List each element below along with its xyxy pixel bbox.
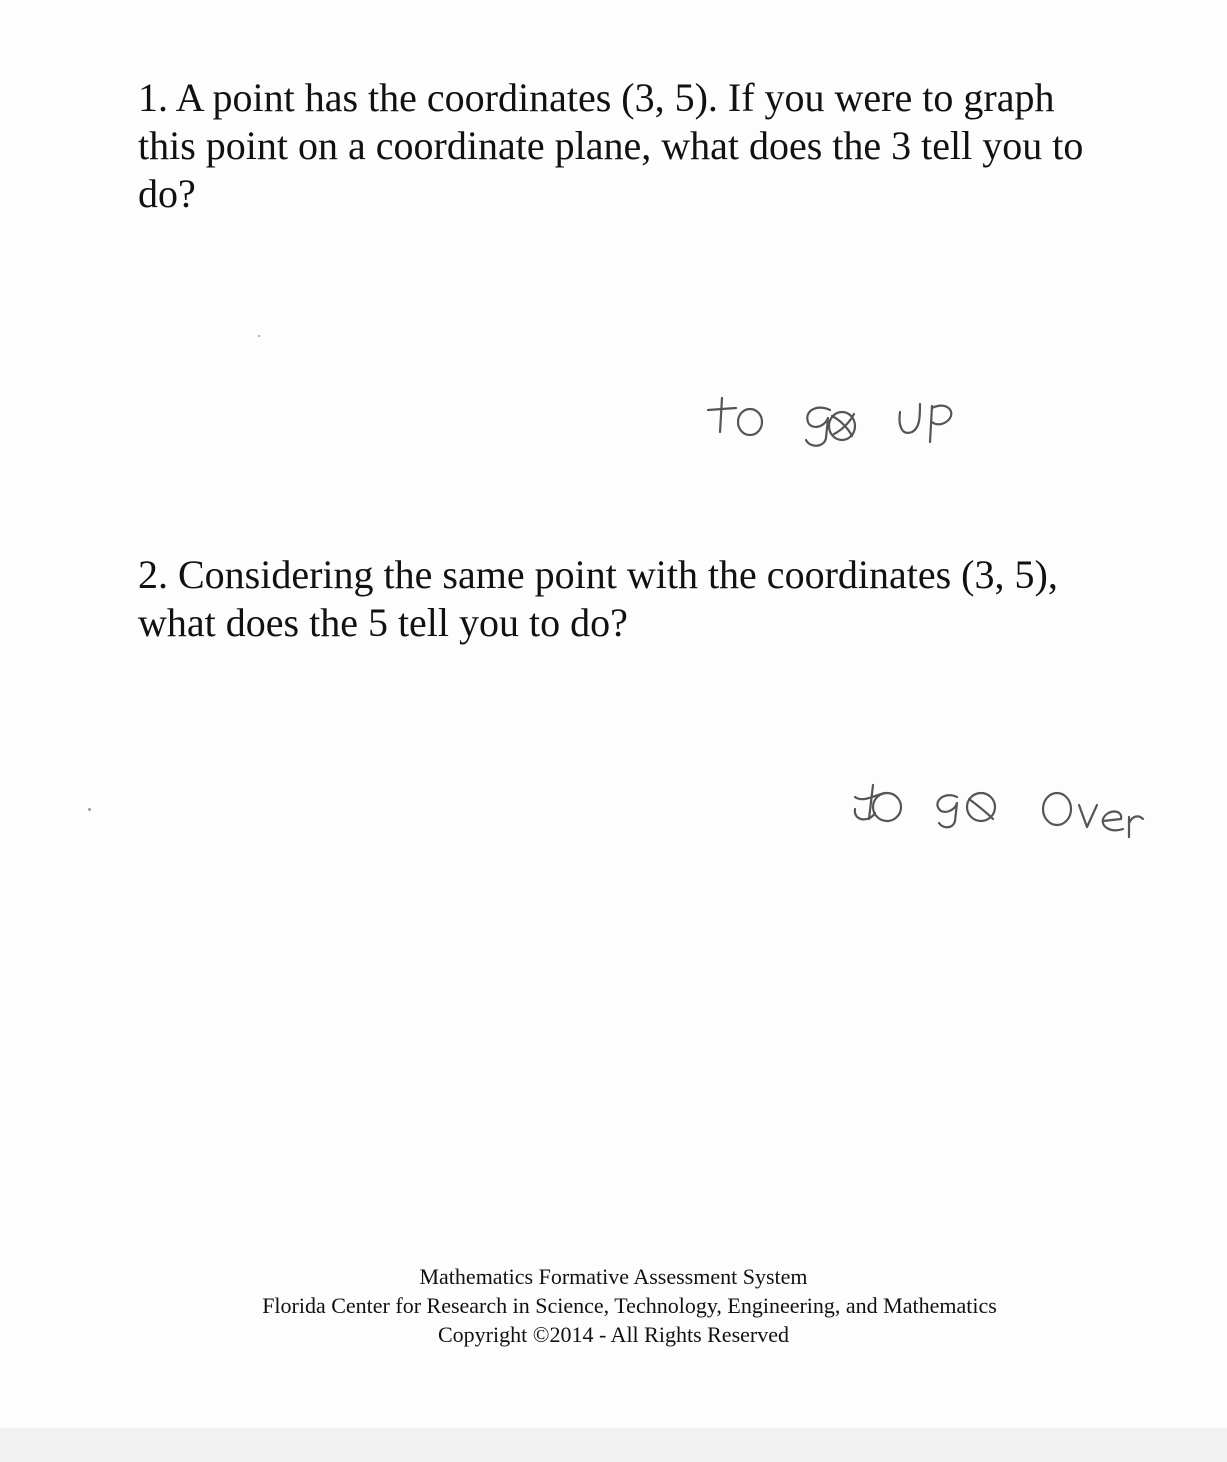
footer: [0, 1262, 1227, 1349]
footer-copyright: Copyright ©2014 - All Rights Reserved: [438, 1322, 789, 1347]
handwritten-answer-1: [700, 380, 960, 460]
question-1: 1. A point has the coordinates (3, 5). If you were to graph this point on a coordinate plane, what does the 3 tell you to do?: [138, 75, 1084, 216]
scan-speck: [258, 335, 260, 337]
question-2: 2. Considering the same point with the coordinates (3, 5), what does the 5 tell you to do?: [138, 552, 1058, 645]
handwritten-answer-2: [845, 775, 1145, 855]
footer-organization: Florida Center for Research in Science, Technology, Engineering, and Mathematics: [262, 1293, 997, 1318]
scan-edge-band: [0, 1428, 1227, 1462]
footer-system-name: Mathematics Formative Assessment System: [419, 1264, 808, 1289]
scan-speck: [88, 808, 91, 811]
handwriting-to-go-up: [700, 380, 960, 460]
handwriting-to-go-over: [845, 775, 1145, 855]
